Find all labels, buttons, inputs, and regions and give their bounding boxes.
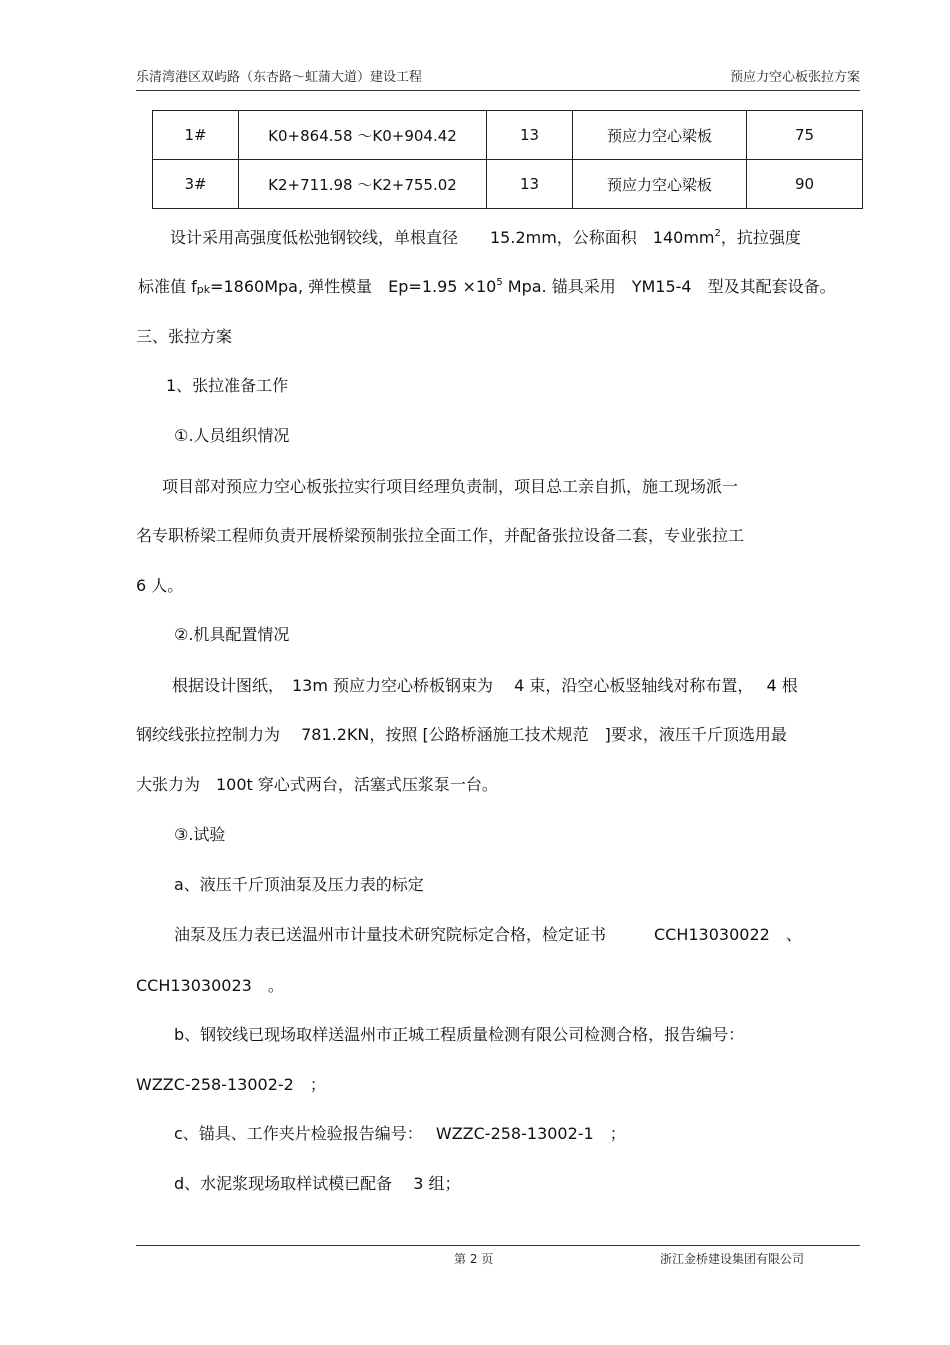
item-heading: ③.试验 [174, 825, 226, 844]
test-item: a、液压千斤顶油泵及压力表的标定 [174, 875, 424, 894]
station-range-cell: K2+711.98 ～K2+755.02 [239, 160, 487, 209]
bridge-table [152, 110, 863, 209]
test-item: b、钢铰线已现场取样送温州市正城工程质量检测有限公司检测合格，报告编号： [174, 1025, 745, 1044]
text-fragment: Mpa. 锚具采用 YM15-4 型及其配套设备。 [502, 277, 836, 296]
superscript: 5 [496, 277, 503, 288]
paragraph-line: 根据设计图纸， 13m 预应力空心桥板钢束为 4 束，沿空心板竖轴线对称布置， 4 根 [172, 676, 798, 695]
text-fragment: 标准值 f [138, 277, 197, 296]
paragraph-line: 钢绞线张拉控制力为 781.2KN，按照 [公路桥涵施工技术规范 ]要求，液压千斤顶选用最 [136, 725, 787, 744]
beam-type-cell: 预应力空心梁板 [573, 111, 747, 160]
table-row [153, 160, 863, 209]
paragraph-line: WZZC-258-13002-2 ； [136, 1075, 326, 1094]
subsection-heading: 1、张拉准备工作 [166, 376, 289, 395]
header-document-title: 预应力空心板张拉方案 [729, 70, 860, 85]
beam-type-cell: 预应力空心梁板 [573, 160, 747, 209]
paragraph-steel-strand-spec [170, 228, 801, 248]
item-heading: ②.机具配置情况 [174, 625, 290, 644]
span-length-cell: 13 [487, 160, 573, 209]
paragraph-line: 油泵及压力表已送温州市计量技术研究院标定合格，检定证书 CCH13030022 、 [174, 925, 802, 944]
paragraph-line: 6 人。 [136, 576, 184, 595]
text-fragment: ，抗拉强度 [720, 228, 801, 247]
station-range-cell: K0+864.58 ～K0+904.42 [239, 111, 487, 160]
paragraph-line: CCH13030023 。 [136, 976, 284, 995]
header-project-name: 乐清湾港区双屿路（东杏路～虹蒲大道）建设工程 [136, 70, 423, 85]
test-item: c、锚具、工作夹片检验报告编号： WZZC-258-13002-1 ； [174, 1124, 626, 1143]
quantity-cell: 75 [747, 111, 863, 160]
text-fragment: 设计采用高强度低松弛钢铰线，单根直径 15.2mm，公称面积 140mm [170, 228, 715, 247]
footer-company-name: 浙江金桥建设集团有限公司 [660, 1252, 805, 1266]
footer-divider [136, 1245, 860, 1246]
test-item: d、水泥浆现场取样试模已配备 3 组； [174, 1174, 461, 1193]
bridge-number-cell: 1# [153, 111, 239, 160]
quantity-cell: 90 [747, 160, 863, 209]
item-heading: ①.人员组织情况 [174, 426, 290, 445]
paragraph-line: 大张力为 100t 穿心式两台，活塞式压浆泵一台。 [136, 775, 498, 794]
table-row [153, 111, 863, 160]
span-length-cell: 13 [487, 111, 573, 160]
paragraph-line: 项目部对预应力空心板张拉实行项目经理负责制，项目总工亲自抓，施工现场派一 [162, 477, 739, 496]
page-number: 第 2 页 [454, 1252, 494, 1266]
subscript: pk [196, 283, 211, 296]
paragraph-strength-modulus [138, 277, 836, 300]
paragraph-line: 名专职桥梁工程师负责开展桥梁预制张拉全面工作，并配备张拉设备二套，专业张拉工 [136, 526, 745, 545]
header-divider [136, 90, 860, 91]
text-fragment: =1860Mpa, 弹性模量 Ep=1.95 ×10 [210, 277, 497, 296]
bridge-number-cell: 3# [153, 160, 239, 209]
section-heading: 三、张拉方案 [136, 327, 233, 346]
superscript: 2 [714, 228, 721, 239]
